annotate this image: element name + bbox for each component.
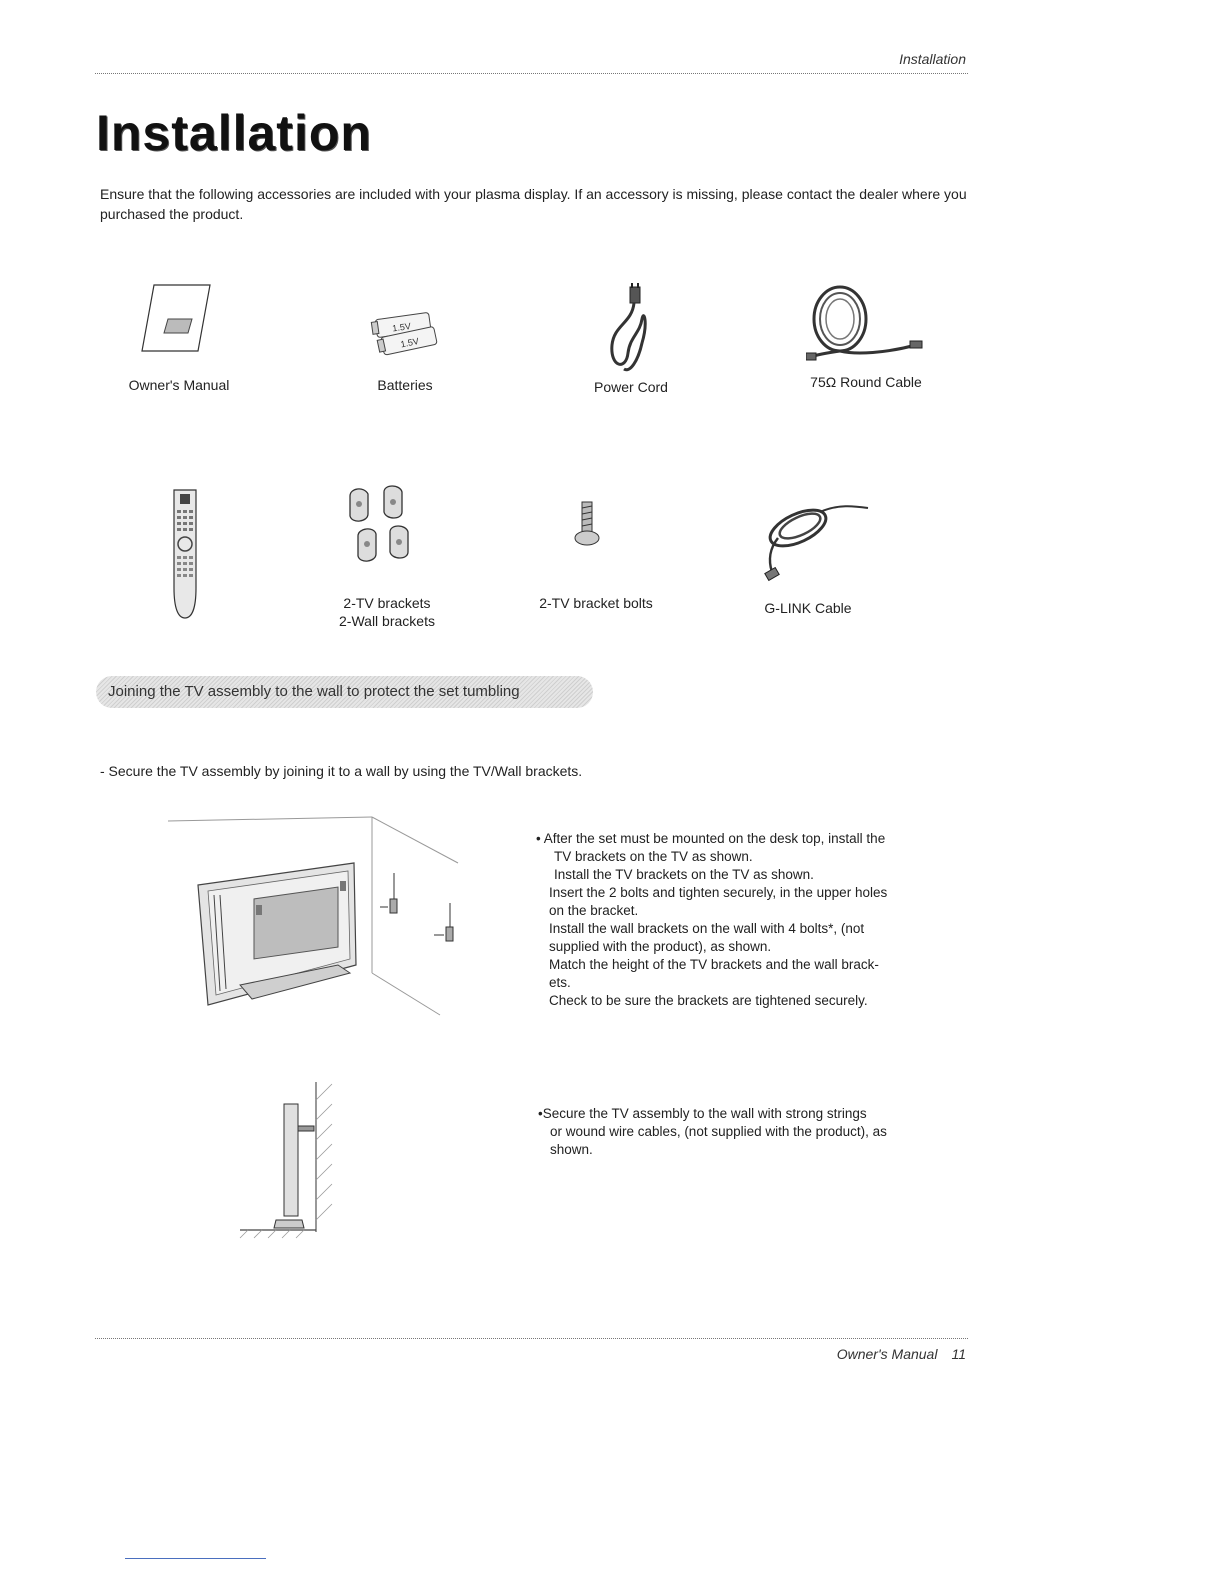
tv-wall-bracket-illustration xyxy=(168,815,468,1025)
instruction1-bullet: • xyxy=(536,831,541,846)
accessory-label-glink: G-LINK Cable xyxy=(764,600,852,616)
instruction1-line-4: Insert the 2 bolts and tighten securely, in the upper holes xyxy=(549,885,888,900)
instruction1-line-8: Match the height of the TV brackets and the wall brack- xyxy=(549,957,879,972)
footer-label: Owner's Manual xyxy=(836,1346,938,1362)
section-intro: - Secure the TV assembly by joining it to a wall by using the TV/Wall brackets. xyxy=(100,763,583,779)
brackets-label-line2: 2-Wall brackets xyxy=(339,613,435,629)
accessory-label-power-cord: Power Cord xyxy=(594,379,668,395)
instruction2-line-2: or wound wire cables, (not supplied with the product), as xyxy=(550,1124,887,1139)
intro-paragraph: Ensure that the following accessories are included with your plasma display. If an accessory is missing, please contact the dealer where you purchased the product. xyxy=(100,186,967,222)
instructions-block-2 xyxy=(538,1105,958,1159)
page-title: Installation xyxy=(96,105,372,161)
brackets-icon xyxy=(346,484,416,575)
footer-rule xyxy=(95,1338,968,1339)
instruction1-line-5: on the bracket. xyxy=(549,903,639,918)
accessory-label-round-cable: 75Ω Round Cable xyxy=(810,374,922,390)
running-header: Installation xyxy=(899,51,966,67)
accessory-label-bolts: 2-TV bracket bolts xyxy=(539,595,653,611)
instruction2-line-1: Secure the TV assembly to the wall with strong strings xyxy=(542,1106,867,1121)
instruction2-line-3: shown. xyxy=(550,1142,593,1157)
instruction1-line-3: Install the TV brackets on the TV as shown. xyxy=(554,867,814,882)
page-footer xyxy=(837,1346,966,1362)
batteries-icon xyxy=(368,310,450,365)
manual-icon xyxy=(140,283,215,360)
header-rule xyxy=(95,73,968,74)
instruction1-line-10: Check to be sure the brackets are tightened securely. xyxy=(549,993,868,1008)
section-banner: Joining the TV assembly to the wall to protect the set tumbling xyxy=(96,676,593,708)
instruction1-line-1: After the set must be mounted on the desk top, install the xyxy=(543,831,886,846)
instruction1-line-9: ets. xyxy=(549,975,571,990)
tv-side-view-illustration xyxy=(236,1080,336,1247)
brackets-label-line1: 2-TV brackets xyxy=(343,595,431,611)
remote-control-icon xyxy=(170,488,200,625)
instruction1-line-7: supplied with the product), as shown. xyxy=(549,939,772,954)
bottom-artifact-line xyxy=(125,1558,266,1559)
power-cord-icon xyxy=(604,283,652,380)
accessory-label-manual: Owner's Manual xyxy=(128,377,230,393)
battery-label-bottom: 1.5V xyxy=(399,335,420,350)
accessory-label-batteries: Batteries xyxy=(377,377,433,393)
battery-label-top: 1.5V xyxy=(391,320,412,334)
bolt-icon xyxy=(572,500,602,553)
instructions-block-1 xyxy=(536,830,956,1010)
instruction1-line-2: TV brackets on the TV as shown. xyxy=(554,849,753,864)
glink-cable-icon xyxy=(758,490,870,587)
round-cable-icon xyxy=(806,283,926,368)
instruction1-line-6: Install the wall brackets on the wall with 4 bolts*, (not xyxy=(549,921,865,936)
accessory-label-brackets xyxy=(318,594,456,630)
page-number: 11 xyxy=(951,1346,966,1362)
instruction2-bullet: • xyxy=(538,1106,543,1121)
